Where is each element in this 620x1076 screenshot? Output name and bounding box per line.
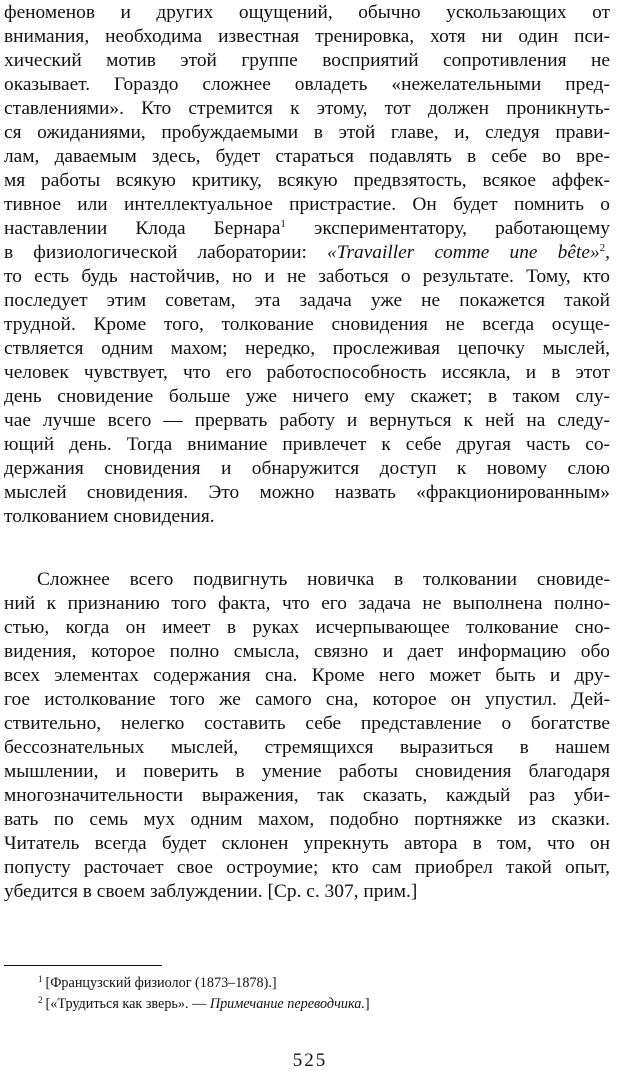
text-line <box>4 241 610 265</box>
footnote-2 <box>38 995 370 1013</box>
text-fragment: экспериментатору, работающему <box>285 218 610 239</box>
text-line: лам, даваемым здесь, будет стараться подавлять в себе во вре- <box>4 146 610 167</box>
footnote-marker: 1 <box>38 974 43 984</box>
text-fragment: , <box>605 242 610 263</box>
footnote-ref-1: 1 <box>280 218 286 230</box>
text-fragment: наставлении Клода Бернара <box>4 218 281 239</box>
text-line: бессознательных мыслей, стремящихся выразиться в нашем <box>4 737 610 758</box>
footnote-divider <box>4 965 162 966</box>
text-line: гое истолкование того же самого сна, которое он упустил. Дей- <box>4 689 610 710</box>
text-line: держания сновидения и обнаружится доступ к новому слою <box>4 458 610 479</box>
footnote-text: [«Трудиться как зверь». — <box>45 996 210 1012</box>
text-line: стью, когда он имеет в руках исчерпывающее толкование сно- <box>4 617 610 638</box>
text-line: видения, которое полно смысла, связно и дает информацию обо <box>4 641 610 662</box>
footnote-ref-2: 2 <box>599 242 606 254</box>
text-line: многозначительности выражения, так сказать, каждый раз уби- <box>4 785 610 806</box>
text-line: трудной. Кроме того, толкование сновидения не всегда осуще- <box>4 314 610 335</box>
text-line: мышлении, и поверить в умение работы сновидения благодаря <box>4 761 610 782</box>
text-fragment: в физиологической лаборатории: <box>4 242 328 263</box>
footnote-text: [Французский физиолог (1873–1878).] <box>45 975 277 991</box>
text-line: ющий день. Тогда внимание привлечет к себе другая часть со- <box>4 434 610 455</box>
text-line: убедится в своем заблуждении. [Ср. с. 307, прим.] <box>4 881 418 902</box>
text-line: Читатель всегда будет склонен упрекнуть автора в том, что он <box>4 833 610 854</box>
text-line: ставлениями». Кто стремится к этому, тот должен проникнуть- <box>4 98 610 119</box>
text-line: Сложнее всего подвигнуть новичка в толковании сновиде- <box>37 569 610 590</box>
text-line: оказывает. Гораздо сложнее овладеть «нежелательными пред- <box>4 74 610 95</box>
text-line: толкованием сновидения. <box>4 506 215 527</box>
text-line: ствляется одним махом; нередко, прослеживая цепочку мыслей, <box>4 338 610 359</box>
text-line: чае лучше всего — прервать работу и вернуться к ней на следу- <box>4 410 610 431</box>
page-number: 525 <box>292 1050 328 1071</box>
footnote-marker: 2 <box>38 995 43 1005</box>
text-line: ний к признанию того факта, что его задача не выполнена полно- <box>4 593 610 614</box>
footnote-translator-note: Примечание переводчика. <box>209 996 365 1012</box>
text-line: всех элементах содержания сна. Кроме него может быть и дру- <box>4 665 610 686</box>
text-line: тивное или интеллектуальное пристрастие. Он будет помнить о <box>4 194 610 215</box>
text-line: попусту расточает свое остроумие; кто сам приобрел такой опыт, <box>4 857 610 878</box>
footnote-text: ] <box>364 996 370 1012</box>
footnote-1 <box>38 974 277 992</box>
french-quote: «Travailler comme une bête» <box>327 242 600 263</box>
text-line: человек чувствует, что его работоспособность иссякла, и в этот <box>4 362 610 383</box>
text-line: феноменов и других ощущений, обычно ускользающих от <box>4 2 610 23</box>
text-line <box>4 217 610 241</box>
text-line: день сновидение больше уже ничего ему скажет; в таком слу- <box>4 386 610 407</box>
text-line: ствительно, нелегко составить себе представление о богатстве <box>4 713 610 734</box>
text-line: мя работы всякую критику, всякую предвзятость, всякое аффек- <box>4 170 610 191</box>
text-line: мыслей сновидения. Это можно назвать «фракционированным» <box>4 482 610 503</box>
text-line: вать по семь мух одним махом, подобно портняжке из сказки. <box>4 809 610 830</box>
text-line: хический мотив этой группе восприятий сопротивления не <box>4 50 610 71</box>
text-line: последует этим советам, эта задача уже не покажется такой <box>4 290 610 311</box>
text-line: то есть будь настойчив, но и не заботься о результате. Тому, кто <box>4 266 610 287</box>
text-line: внимания, необходима известная тренировка, хотя ни один пси- <box>4 26 610 47</box>
text-line: ся ожиданиями, пробуждаемыми в этой главе, и, следуя прави- <box>4 122 610 143</box>
